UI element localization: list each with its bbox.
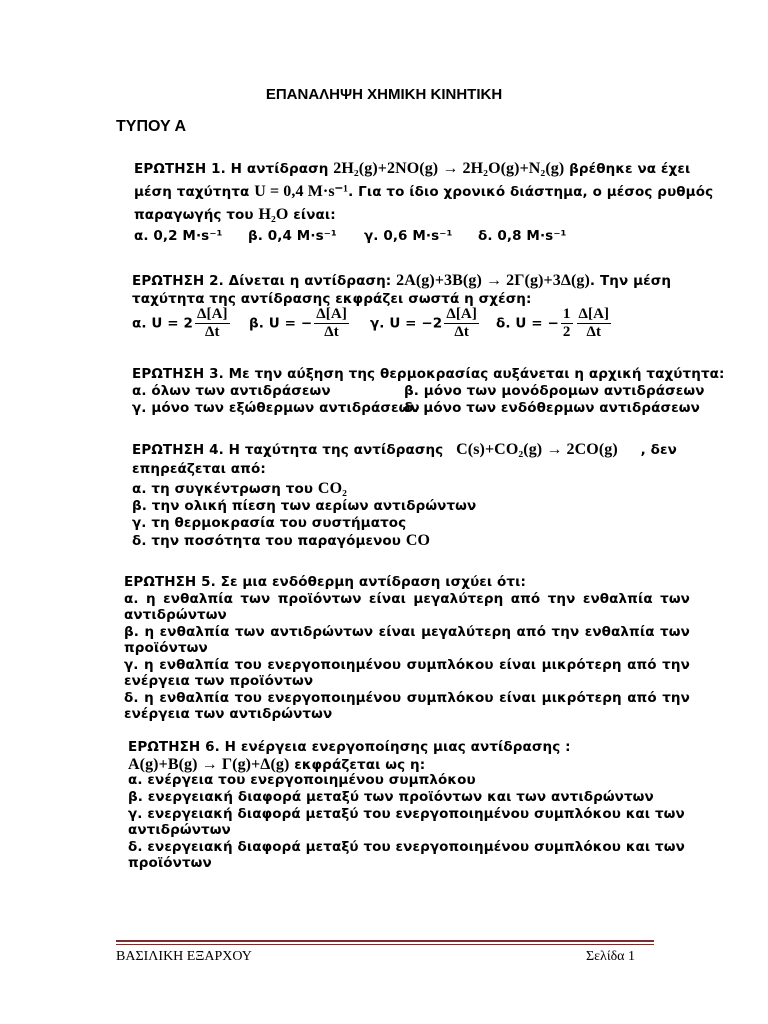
q2-equation: 2A(g)+3B(g) → 2Γ(g)+3Δ(g) — [396, 272, 590, 289]
q6-line2-end: εκφράζεται ως η: — [294, 757, 426, 773]
q1-intro-end: βρέθηκε να έχει — [569, 161, 691, 177]
q6-option-a: α. ενέργεια του ενεργοποιημένου συμπλόκου — [128, 772, 476, 788]
q1-line3-end: είναι: — [293, 207, 336, 223]
q1-option-d: δ. 0,8 M·s⁻¹ — [478, 228, 567, 244]
q5-line1: ΕΡΩΤΗΣΗ 5. Σε μια ενδόθερμη αντίδραση ισχύει ότι: — [124, 574, 527, 590]
q6-option-c: γ. ενεργειακή διαφορά μεταξύ του ενεργοποιημένου συμπλόκου και των — [128, 806, 685, 822]
q5-option-a: α. η ενθαλπία των προϊόντων είναι μεγαλύτερη από την ενθαλπία των — [124, 591, 690, 607]
q1-option-a: α. 0,2 M·s⁻¹ — [134, 228, 223, 244]
q6-equation: A(g)+B(g) → Γ(g)+Δ(g) — [128, 756, 290, 773]
footer-rule-thin — [116, 944, 654, 945]
q4-species-d: CO — [405, 532, 431, 549]
page-title: ΕΠΑΝΑΛΗΨΗ ΧΗΜΙΚΗ ΚΙΝΗΤΙΚΗ — [265, 86, 503, 103]
q4-line2: επηρεάζεται από: — [132, 461, 266, 477]
q5-option-d: δ. η ενθαλπία του ενεργοποιημένου συμπλόκου είναι μικρότερη από την — [124, 690, 690, 706]
footer-rule-thick — [116, 940, 654, 942]
q1-option-c: γ. 0,6 M·s⁻¹ — [364, 228, 453, 244]
q1-option-b: β. 0,4 M·s⁻¹ — [248, 228, 337, 244]
q4-option-a: α. τη συγκέντρωση του — [132, 481, 314, 497]
q2-fraction-a: $\frac{\Delta[A]}{\Delta t}$ — [196, 306, 228, 340]
q2-option-d: δ. U = − $\frac{1}{2}$ $\frac{\Delta[A]}{\Delta t}$ — [496, 306, 610, 340]
q2-option-a: α. U = 2 $\frac{\Delta[A]}{\Delta t}$ — [132, 306, 228, 340]
q4-option-c: γ. τη θερμοκρασία του συστήματος — [132, 515, 407, 531]
q4-intro: ΕΡΩΤΗΣΗ 4. Η ταχύτητα της αντίδρασης — [132, 442, 444, 458]
q1-species: H₂O — [258, 206, 289, 223]
q2-fraction-c: $\frac{\Delta[A]}{\Delta t}$ — [446, 306, 477, 340]
q5-option-a-cont: αντιδρώντων — [124, 607, 227, 623]
q1-intro: ΕΡΩΤΗΣΗ 1. Η αντίδραση — [134, 161, 329, 177]
q2-intro: ΕΡΩΤΗΣΗ 2. Δίνεται η αντίδραση: — [132, 273, 392, 289]
q2-fraction-b: $\frac{\Delta[A]}{\Delta t}$ — [316, 306, 347, 340]
q5-option-d-cont: ενέργεια των αντιδρώντων — [124, 706, 333, 722]
q1-line3: παραγωγής του — [134, 207, 254, 223]
q5-option-c: γ. η ενθαλπία του ενεργοποιημένου συμπλόκου είναι μικρότερη από την — [124, 657, 690, 673]
q6-option-b: β. ενεργειακή διαφορά μεταξύ των προϊόντων και των αντιδρώντων — [128, 789, 654, 805]
q2-line2: ταχύτητα της αντίδρασης εκφράζει σωστά η σχέση: — [132, 291, 532, 307]
q3-option-a: α. όλων των αντιδράσεων — [132, 383, 331, 399]
q4-option-b: β. την ολική πίεση των αερίων αντιδρώντων — [132, 498, 477, 514]
q5-option-b: β. η ενθαλπία των αντιδρώντων είναι μεγαλύτερη από την ενθαλπία των — [124, 624, 690, 640]
q2-option-c: γ. U = −2 $\frac{\Delta[A]}{\Delta t}$ — [370, 306, 477, 340]
q3-option-d: δ. μόνο των ενδόθερμων αντιδράσεων — [404, 400, 700, 416]
q3-option-c: γ. μόνο των εξώθερμων αντιδράσεων — [132, 400, 420, 416]
q4-equation: C(s)+CO₂(g) → 2CO(g) — [456, 441, 618, 458]
q6-option-d-cont: προϊόντων — [128, 855, 212, 871]
q5-option-b-cont: προϊόντων — [124, 640, 208, 656]
q6-option-c-cont: αντιδρώντων — [128, 822, 231, 838]
q4-species-a: CO₂ — [317, 480, 348, 497]
q6-option-d: δ. ενεργειακή διαφορά μεταξύ του ενεργοποιημένου συμπλόκου και των — [128, 839, 685, 855]
q2-intro-end: . Την μέση — [589, 273, 672, 289]
q3-line1: ΕΡΩΤΗΣΗ 3. Με την αύξηση της θερμοκρασίας αυξάνεται η αρχική ταχύτητα: — [132, 366, 725, 382]
q4-option-d: δ. την ποσότητα του παραγόμενου — [132, 533, 401, 549]
section-heading: ΤΥΠΟΥ Α — [116, 118, 187, 135]
q6-line1: ΕΡΩΤΗΣΗ 6. Η ενέργεια ενεργοποίησης μιας αντίδρασης : — [128, 739, 571, 755]
q2-option-b: β. U = − $\frac{\Delta[A]}{\Delta t}$ — [249, 306, 347, 340]
q1-line2: μέση ταχύτητα — [134, 184, 250, 200]
footer-page-number: Σελίδα 1 — [586, 949, 636, 964]
q1-equation: 2H₂(g)+2NO(g) → 2H₂O(g)+N₂(g) — [333, 160, 565, 177]
q3-option-b: β. μόνο των μονόδρομων αντιδράσεων — [404, 383, 705, 399]
q5-option-c-cont: ενέργεια των προϊόντων — [124, 673, 314, 689]
q1-rate: U = 0,4 M·s⁻¹ — [254, 183, 349, 200]
q2-fraction-d: $\frac{\Delta[A]}{\Delta t}$ — [578, 306, 610, 340]
footer-author: ΒΑΣΙΛΙΚΗ ΕΞΑΡΧΟΥ — [116, 949, 252, 964]
q1-line2-end: . Για το ίδιο χρονικό διάστημα, ο μέσος ρυθμός — [348, 184, 714, 200]
q4-intro-end: , δεν — [640, 442, 677, 458]
q2-fraction-half: $\frac{1}{2}$ — [562, 306, 571, 340]
